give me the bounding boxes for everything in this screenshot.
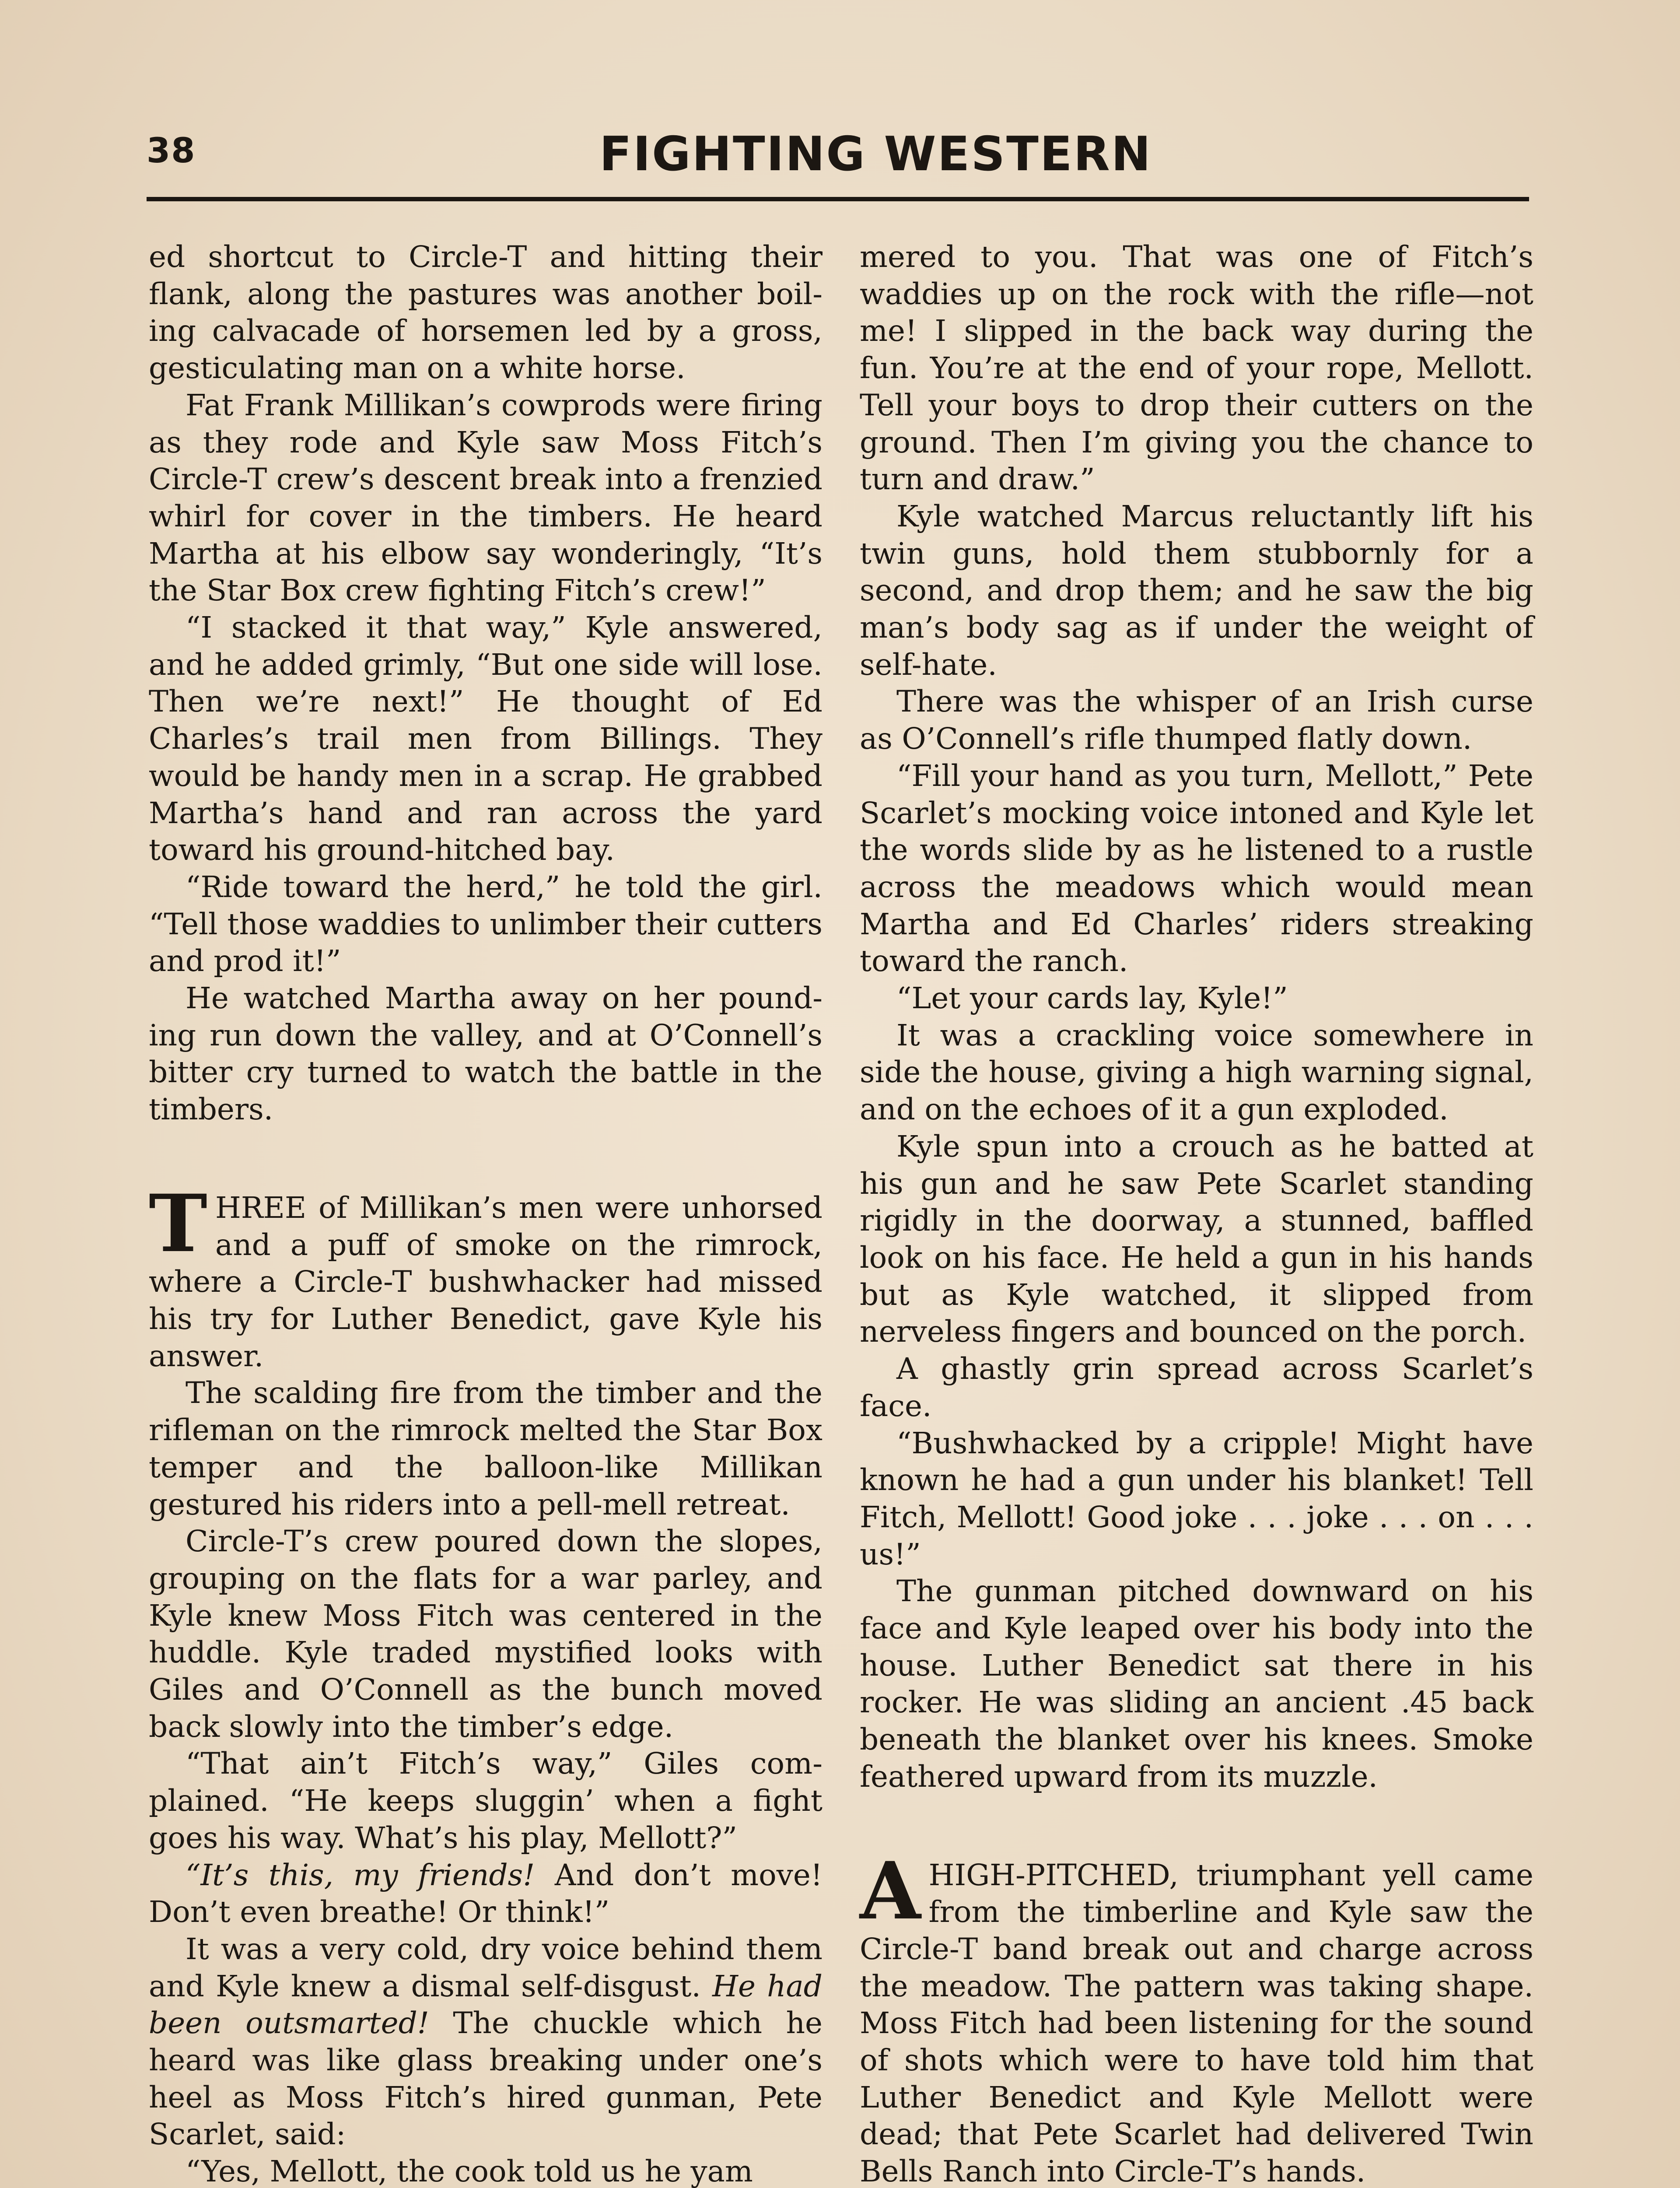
section-lead-text: HIGH-PITCHED, triumphant yell came from the timberline and Kyle saw the Circle-T band break out and charge across the meadow. The pattern was taking shape. Moss Fitch had been listening for the sound of shots which were to have told him that Luther Benedict and Kyle Mellott were dead; that Pete Scarlet had delivered Twin Bells Ranch into Circle-T’s hands. [860,1857,1533,2188]
paragraph: ed shortcut to Circle-T and hitting their flank, along the pastures was another boiling calvacade of horsemen led by a gross, gesticulating man on a white horse. [149,239,822,386]
paragraph: “Yes, Mellott, the cook told us he yam [186,2154,753,2188]
paragraph: Circle-T’s crew poured down the slopes, grouping on the flats for a war parley, and Kyle knew Moss Fitch was centered in the huddle. Kyle traded mystified looks with Giles and O’Connell as the bunch moved back slowly into the timber’s edge. [149,1524,822,1744]
page-number: 38 [147,131,196,171]
italic-quote: “It’s this, my friends! [186,1857,535,1892]
paragraph: “Bushwhacked by a cripple! Might have known he had a gun under his blanket! Tell Fitch, Mellott! Good joke . . . joke . . . on . . . us!” [860,1425,1533,1571]
drop-cap: A [860,1844,921,1937]
drop-cap: T [149,1177,207,1270]
paragraph: Fat Frank Millikan’s cowprods were firing as they rode and Kyle saw Moss Fitch’s Circle-T crew’s descent break into a frenzied whirl for cover in the timbers. He heard Martha at his elbow say wonderingly, “It’s the Star Box crew fighting Fitch’s crew!” [149,387,822,608]
paragraph: “Let your cards lay, Kyle!” [896,981,1288,1016]
quote-rest: And don’t move! Don’t even breathe! Or think!” [149,1857,822,1929]
paragraph: “Fill your hand as you turn, Mellott,” Pete Scarlet’s mocking voice intoned and Kyle let the words slide by as he listened to a rustle across the meadows which would mean Martha and Ed Charles’ riders streaking toward the ranch. [860,758,1533,978]
section-lead-text: HREE of Millikan’s men were unhorsed and a puff of smoke on the rimrock, where a Circle-T bushwhacker had missed his try for Luther Benedict, gave Kyle his answer. [149,1190,822,1373]
paragraph: The scalding fire from the timber and the rifleman on the rimrock melted the Star Box temper and the balloon-like Millikan gestured his riders into a pell-mell retreat. [149,1375,822,1522]
italic-phrase: He had been outsmarted! [149,1968,822,2041]
paragraph: He watched Martha away on her pounding run down the valley, and at O’Connell’s bitter cry turned to watch the battle in the timbers. [149,981,822,1127]
paragraph: It was a crackling voice somewhere in side the house, giving a high warning signal, and on the echoes of it a gun exploded. [860,1017,1533,1127]
section-lead-paragraph [149,1177,822,1375]
running-title: FIGHTING WESTERN [599,127,1152,182]
left-column [149,238,822,2188]
paragraph: Kyle watched Marcus reluctantly lift his twin guns, hold them stubbornly for a second, and drop them; and he saw the big man’s body sag as if under the weight of self-hate. [860,498,1533,682]
paragraph: “That ain’t Fitch’s way,” Giles complained. “He keeps sluggin’ when a fight goes his way. What’s his play, Mellott?” [149,1746,822,1855]
paragraph: Kyle spun into a crouch as he batted at his gun and he saw Pete Scarlet standing rigidly in the doorway, a stunned, baffled look on his face. He held a gun in his hands but as Kyle watched, it slipped from nerveless fingers and bounced on the porch. [860,1129,1533,1349]
paragraph: mered to you. That was one of Fitch’s waddies up on the rock with the rifle—not me! I slipped in the back way during the fun. You’re at the end of your rope, Mellott. Tell your boys to drop their cutters on the ground. Then I’m giving you the chance to turn and draw.” [860,239,1533,497]
paragraph [149,1857,822,1931]
right-column [860,238,1533,2188]
para-text: It was a very cold, dry voice behind them and Kyle knew a dismal self-disgust. [149,1931,822,2003]
paragraph: There was the whisper of an Irish curse as O’Connell’s rifle thumped flatly down. [860,684,1533,756]
paragraph: A ghastly grin spread across Scarlet’s face. [860,1351,1533,1423]
header-rule [147,197,1529,201]
paragraph: “Ride toward the herd,” he told the girl. “Tell those waddies to unlimber their cutters and prod it!” [149,869,822,978]
paragraph [149,1931,822,2153]
paragraph: “I stacked it that way,” Kyle answered, and he added grimly, “But one side will lose. Then we’re next!” He thought of Ed Charles’s trail men from Billings. They would be handy men in a scrap. He grabbed Martha’s hand and ran across the yard toward his ground-hitched bay. [149,610,822,867]
paragraph: The gunman pitched downward on his face and Kyle leaped over his body into the house. Luther Benedict sat there in his rocker. He was sliding an ancient .45 back beneath the blanket over his knees. Smoke feathered upward from its muzzle. [860,1574,1533,1794]
para-text: The chuckle which he heard was like glass breaking under one’s heel as Moss Fitch’s hired gunman, Pete Scarlet, said: [149,2006,822,2152]
section-lead-paragraph [860,1844,1533,2188]
